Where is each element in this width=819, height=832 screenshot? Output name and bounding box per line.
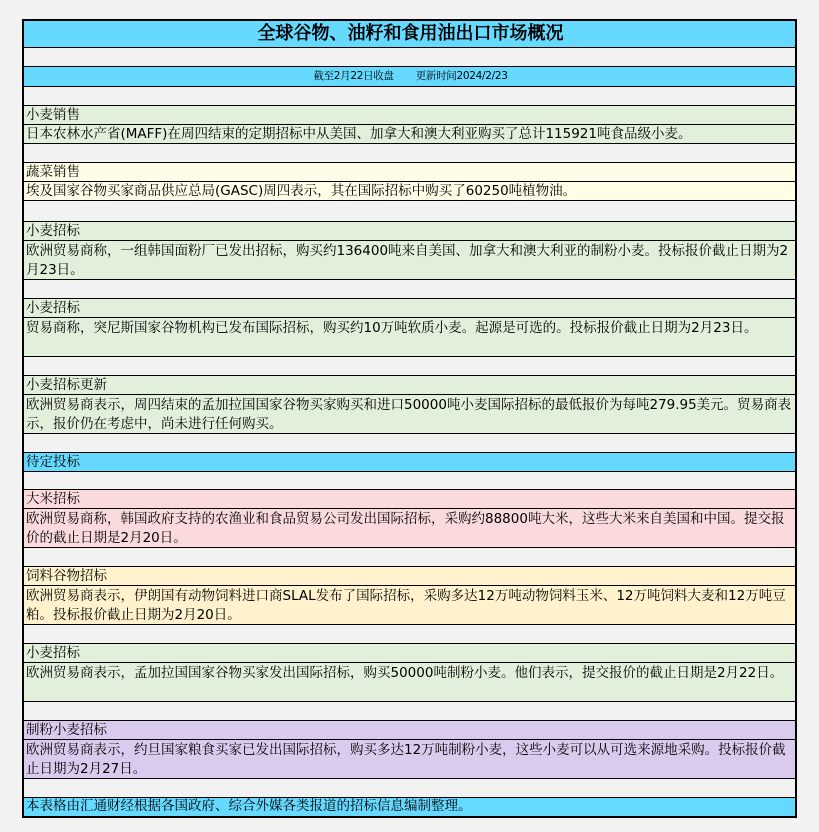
section-category: 小麦招标 [24, 222, 795, 241]
source-footnote: 本表格由汇通财经根据各国政府、综合外媒各类报道的招标信息编制整理。 [24, 798, 795, 816]
pending-text: 欧洲贸易商表示，孟加拉国国家谷物买家发出国际招标，购买50000吨制粉小麦。他们表示，提交报价的截止日期是2月22日。 [24, 663, 795, 702]
blank-row [24, 48, 795, 67]
blank-row [24, 357, 795, 376]
pending-tenders-label: 待定投标 [24, 453, 795, 472]
section-category: 蔬菜销售 [24, 163, 795, 182]
blank-row [24, 201, 795, 222]
section-text: 贸易商称，突尼斯国家谷物机构已发布国际招标，购买约10万吨软质小麦。起源是可选的。投标报价截止日期为2月23日。 [24, 318, 795, 357]
pending-category: 大米招标 [24, 490, 795, 509]
pending-category: 小麦招标 [24, 644, 795, 663]
pending-text: 欧洲贸易商称，韩国政府支持的农渔业和食品贸易公司发出国际招标，采购约88800吨大米，这些大米来自美国和中国。提交报价的截止日期是2月20日。 [24, 509, 795, 548]
section-text: 欧洲贸易商称，一组韩国面粉厂已发出招标，购买约136400吨来自美国、加拿大和澳大利亚的制粉小麦。投标报价截止日期为2月23日。 [24, 241, 795, 280]
pending-category: 饲料谷物招标 [24, 567, 795, 586]
blank-row [24, 779, 795, 798]
pending-category: 制粉小麦招标 [24, 721, 795, 740]
blank-row [24, 280, 795, 299]
pending-text: 欧洲贸易商表示，约旦国家粮食买家已发出国际招标，购买多达12万吨制粉小麦，这些小麦可以从可选来源地采购。投标报价截止日期为2月27日。 [24, 740, 795, 779]
section-text: 日本农林水产省(MAFF)在周四结束的定期招标中从美国、加拿大和澳大利亚购买了总计115921吨食品级小麦。 [24, 125, 795, 144]
blank-row [24, 144, 795, 163]
section-text: 埃及国家谷物买家商品供应总局(GASC)周四表示，其在国际招标中购买了60250吨植物油。 [24, 182, 795, 201]
section-text: 欧洲贸易商表示，周四结束的孟加拉国国家谷物买家购买和进口50000吨小麦国际招标的最低报价为每吨279.95美元。贸易商表示，报价仍在考虑中，尚未进行任何购买。 [24, 395, 795, 434]
date-row [24, 67, 795, 87]
blank-row [24, 87, 795, 106]
pending-text: 欧洲贸易商表示，伊朗国有动物饲料进口商SLAL发布了国际招标，采购多达12万吨动物饲料玉米、12万吨饲料大麦和12万吨豆粕。投标报价截止日期为2月20日。 [24, 586, 795, 625]
section-category: 小麦招标更新 [24, 376, 795, 395]
blank-row [24, 702, 795, 721]
blank-row [24, 548, 795, 567]
update-time: 更新时间2024/2/23 [415, 70, 508, 82]
blank-row [24, 434, 795, 453]
sheet-title: 全球谷物、油籽和食用油出口市场概况 [24, 21, 795, 48]
blank-row [24, 472, 795, 490]
cutoff-date: 截至2月22日收盘 [313, 70, 394, 82]
blank-row [24, 625, 795, 644]
section-category: 小麦招标 [24, 299, 795, 318]
section-category: 小麦销售 [24, 106, 795, 125]
tender-summary-sheet [22, 19, 797, 818]
